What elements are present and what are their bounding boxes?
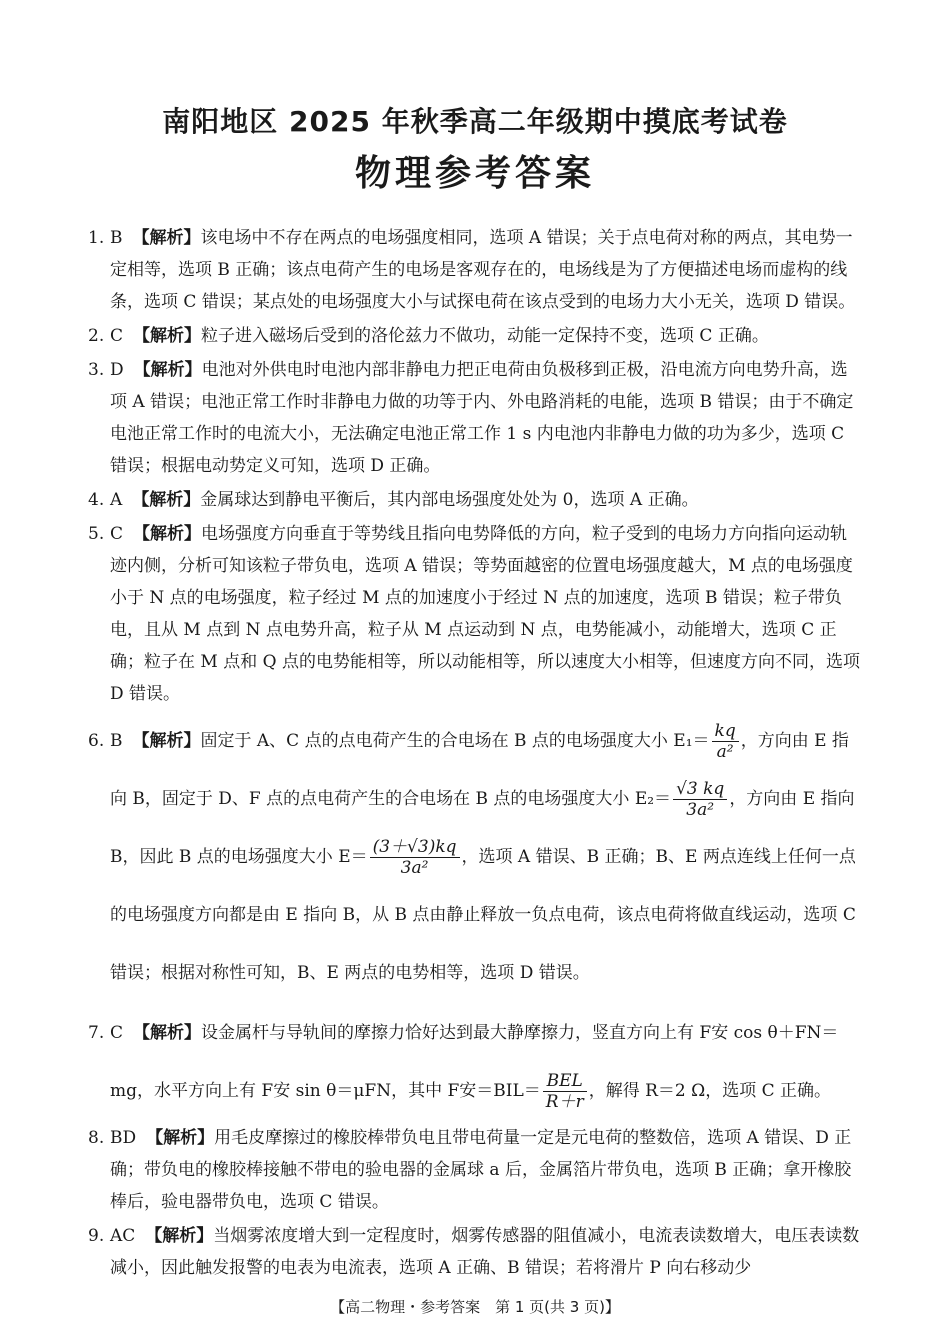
item-text-part2: ，解得 R＝2 Ω，选项 C 正确。 (588, 1081, 832, 1101)
analysis-tag: 【解析】 (132, 228, 201, 248)
analysis-tag: 【解析】 (133, 524, 202, 544)
item-text: 当烟雾浓度增大到一定程度时，烟雾传感器的阻值减小，电流表读数增大，电压表读数减小，因此触发报警的电表为电流表，选项 A 正确、B 错误；若将滑片 P 向右移动少 (110, 1226, 860, 1278)
answer-item-2 (88, 320, 860, 352)
item-text-part1: 固定于 A、C 点的点电荷产生的合电场在 B 点的电场强度大小 E₁＝ (200, 731, 710, 751)
item-answer: C (110, 326, 124, 346)
answer-item-6 (88, 712, 860, 1002)
item-answer: BD (110, 1128, 137, 1148)
analysis-tag: 【解析】 (133, 360, 202, 380)
item-answer: C (110, 524, 124, 544)
item-number: 7. (88, 1023, 105, 1043)
item-text: 粒子进入磁场后受到的洛伦兹力不做功，动能一定保持不变，选项 C 正确。 (201, 326, 769, 346)
item-text: 该电场中不存在两点的电场强度相同，选项 A 错误；关于点电荷对称的两点，其电势一定相等，选项 B 正确；该点电荷产生的电场是客观存在的，电场线是为了方便描述电场而虚构的线条，选项 C 错误；某点处的电场强度大小与试探电荷在该点受到的电场力大小无关，选项 D 错误。 (110, 228, 856, 312)
fraction-denominator: a² (716, 742, 734, 762)
item-number: 6. (88, 731, 105, 751)
answer-item-7 (88, 1004, 860, 1120)
analysis-tag: 【解析】 (132, 490, 201, 510)
item-answer: B (110, 228, 123, 248)
answer-item-4 (88, 484, 860, 516)
item-text-part4: ，选项 A 错误、B 正确；B、E 两点连线上任何一点的电场强度方向都是由 E 指向 B，从 B 点由静止释放一负点电荷，该点电荷将做直线运动，选项 C 错误；根据对称性可知，B、E 两点的电势相等，选项 D 错误。 (110, 847, 856, 983)
item-text: 金属球达到静电平衡后，其内部电场强度处处为 0，选项 A 正确。 (200, 490, 699, 510)
item-answer: AC (110, 1226, 136, 1246)
analysis-tag: 【解析】 (145, 1226, 214, 1246)
fraction-e2 (673, 779, 727, 820)
item-number: 9. (88, 1226, 105, 1246)
answer-title: 物理参考答案 (354, 153, 595, 194)
item-number: 5. (88, 524, 105, 544)
item-text: 用毛皮摩擦过的橡胶棒带负电且带电荷量一定是元电荷的整数倍，选项 A 错误、D 正确；带负电的橡胶棒接触不带电的验电器的金属球 a 后，金属箔片带负电，选项 B 正确；拿开橡胶棒后，验电器带负电，选项 C 错误。 (110, 1128, 852, 1212)
exam-title: 南阳地区 2025 年秋季高二年级期中摸底考试卷 (162, 105, 788, 138)
page-footer: 【高二物理・参考答案 第 1 页(共 3 页)】 (330, 1298, 620, 1316)
item-answer: B (110, 731, 123, 751)
item-answer: A (110, 490, 123, 510)
answer-item-5 (88, 518, 860, 710)
answer-item-3 (88, 354, 860, 482)
item-number: 2. (88, 326, 105, 346)
fraction-numerator: (3＋√3)kq (370, 837, 460, 858)
item-text-part3: ，方向由 E 指向 B，因此 B 点的电场强度大小 E＝ (110, 789, 855, 867)
answer-item-9 (88, 1220, 860, 1284)
fraction-e (370, 837, 460, 878)
fraction-current (543, 1071, 587, 1112)
analysis-tag: 【解析】 (146, 1128, 215, 1148)
fraction-numerator: BEL (543, 1071, 587, 1092)
item-number: 3. (88, 360, 105, 380)
fraction-numerator: kq (712, 721, 739, 742)
item-answer: C (110, 1023, 124, 1043)
analysis-tag: 【解析】 (132, 731, 201, 751)
answer-item-1 (88, 222, 860, 318)
item-text: 电池对外供电时电池内部非静电力把正电荷由负极移到正极，沿电流方向电势升高，选项 A 错误；电池正常工作时非静电力做的功等于内、外电路消耗的电能，选项 B 错误；由于不确定电池正常工作时的电流大小，无法确定电池正常工作 1 s 内电池内非静电力做的功为多少，选项 C 错误；根据电动势定义可知，选项 D 正确。 (110, 360, 854, 476)
fraction-denominator: R＋r (545, 1092, 584, 1112)
item-text-part2: ，方向由 E 指向 B，固定于 D、F 点的点电荷产生的合电场在 B 点的电场强度大小 E₂＝ (110, 731, 849, 809)
item-number: 1. (88, 228, 105, 248)
answer-item-8 (88, 1122, 860, 1218)
fraction-numerator: √3 kq (673, 779, 727, 800)
fraction-denominator: 3a² (400, 858, 429, 878)
answer-list (88, 222, 860, 1286)
fraction-denominator: 3a² (686, 800, 715, 820)
item-text: 电场强度方向垂直于等势线且指向电势降低的方向，粒子受到的电场力方向指向运动轨迹内侧，分析可知该粒子带负电，选项 A 错误；等势面越密的位置电场强度越大，M 点的电场强度小于 N 点的电场强度，粒子经过 M 点的加速度小于经过 N 点的加速度，选项 B 错误；粒子带负电，且从 M 点到 N 点电势升高，粒子从 M 点运动到 N 点，电势能减小，动能增大，选项 C 正确；粒子在 M 点和 Q 点的电势能相等，所以动能相等，所以速度大小相等，但速度方向不同，选项 D 错误。 (110, 524, 860, 704)
analysis-tag: 【解析】 (133, 326, 202, 346)
analysis-tag: 【解析】 (133, 1023, 202, 1043)
item-answer: D (110, 360, 124, 380)
item-number: 8. (88, 1128, 105, 1148)
item-text-part1: 设金属杆与导轨间的摩擦力恰好达到最大静摩擦力，竖直方向上有 F安 cos θ＋FN＝mg，水平方向上有 F安 sin θ＝μFN，其中 F安＝BIL＝ (110, 1023, 839, 1101)
item-number: 4. (88, 490, 105, 510)
fraction-e1 (712, 721, 739, 762)
